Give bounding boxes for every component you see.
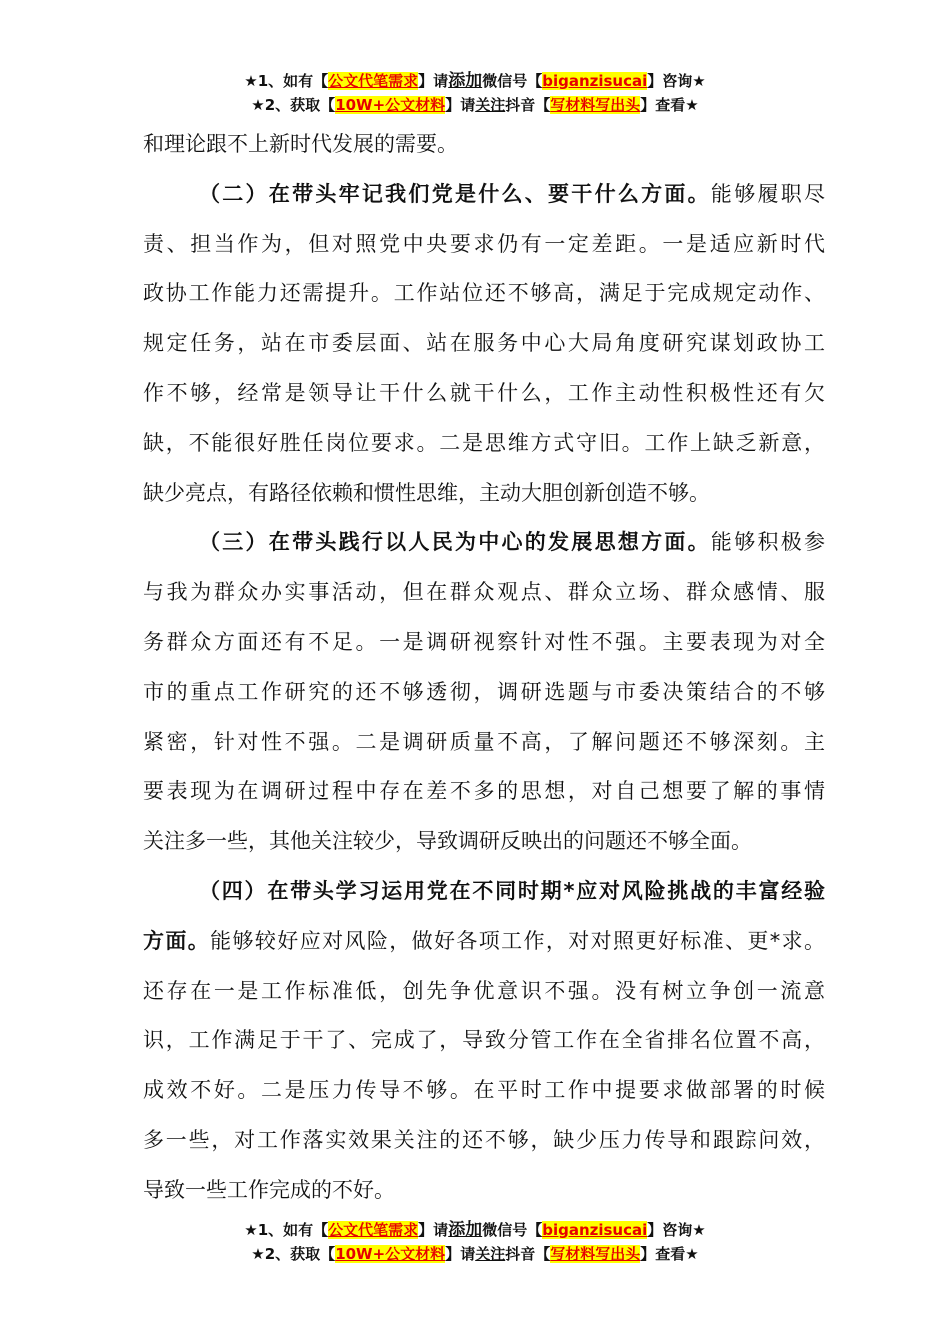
text-line [143, 718, 825, 768]
text-line [143, 568, 825, 618]
text-line [143, 419, 825, 469]
body-text: 作不够，经常是领导让干什么就干什么，工作主动性积极性还有欠 [143, 380, 825, 405]
body-text: 能够较好应对风险，做好各项工作，对对照更好标准、更*求。 [210, 928, 826, 953]
promo-underline: 关注 [475, 96, 506, 114]
promo-text: ★1、如有【 [244, 1221, 329, 1239]
section-heading: 方面。 [143, 928, 211, 953]
body-text: 政协工作能力还需提升。工作站位还不够高，满足于完成规定动作、 [143, 281, 825, 306]
body-text: 务群众方面还有不足。一是调研视察针对性不强。主要表现为对全 [143, 629, 825, 654]
promo-wechat-id: biganzisucai [542, 1221, 648, 1239]
body-text: 能够履职尽 [710, 181, 825, 206]
document-body [143, 120, 825, 1216]
promo-text: 】咨询★ [647, 72, 706, 90]
text-line [143, 967, 825, 1017]
text-line [143, 917, 825, 967]
promo-underline: 关注 [475, 1245, 506, 1263]
promo-underline: 添加 [448, 1220, 483, 1240]
body-text: 与我为群众办实事活动，但在群众观点、群众立场、群众感情、服 [143, 580, 825, 605]
text-line [143, 518, 825, 568]
body-text: 要表现为在调研过程中存在差不多的思想，对自己想要了解的事情 [143, 779, 825, 804]
body-text: 多一些，对工作落实效果关注的还不够，缺少压力传导和跟踪问效， [143, 1127, 825, 1152]
text-line [143, 1016, 825, 1066]
promo-text: 】请 [418, 1221, 449, 1239]
promo-underline: 添加 [448, 71, 483, 91]
body-text: 能够积极参 [710, 530, 825, 555]
body-text: 责、担当作为，但对照党中央要求仍有一定差距。一是适应新时代 [143, 231, 825, 256]
text-line [143, 817, 825, 867]
body-text: 和理论跟不上新时代发展的需要。 [143, 132, 458, 156]
promo-text: 】咨询★ [647, 1221, 706, 1239]
text-line [143, 867, 825, 917]
text-line [143, 469, 825, 519]
promo-text: ★2、获取【 [251, 96, 336, 114]
section-heading: （四）在带头学习运用党在不同时期*应对风险挑战的丰富经验 [199, 878, 825, 903]
text-line [143, 369, 825, 419]
text-line [143, 767, 825, 817]
promo-line-2 [0, 93, 950, 117]
body-text: 市的重点工作研究的还不够透彻，调研选题与市委决策结合的不够 [143, 679, 825, 704]
text-line [143, 319, 825, 369]
promo-highlight: 10W+公文材料 [335, 96, 446, 114]
header-promo-banner [0, 69, 950, 117]
promo-douyin-id: 写材料写出头 [550, 96, 641, 114]
body-text: 紧密，针对性不强。二是调研质量不高，了解问题还不够深刻。主 [143, 729, 825, 754]
text-line [143, 618, 825, 668]
text-line [143, 120, 825, 170]
body-text: 还存在一是工作标准低，创先争优意识不强。没有树立争创一流意 [143, 978, 825, 1003]
promo-text: 】查看★ [640, 96, 699, 114]
text-line [143, 1116, 825, 1166]
promo-highlight: 公文代笔需求 [328, 72, 419, 90]
promo-text: 】请 [445, 1245, 476, 1263]
promo-line-1 [0, 1218, 950, 1242]
promo-line-2 [0, 1242, 950, 1266]
text-line [143, 269, 825, 319]
body-text: 导致一些工作完成的不好。 [143, 1177, 395, 1202]
text-line [143, 1066, 825, 1116]
body-text: 成效不好。二是压力传导不够。在平时工作中提要求做部署的时候 [143, 1078, 825, 1103]
section-heading: （三）在带头践行以人民为中心的发展思想方面。 [199, 530, 711, 555]
body-text: 缺少亮点，有路径依赖和惯性思维，主动大胆创新创造不够。 [143, 480, 710, 505]
body-text: 识，工作满足于干了、完成了，导致分管工作在全省排名位置不高， [143, 1028, 825, 1053]
promo-text: 】请 [445, 96, 476, 114]
promo-text: ★1、如有【 [244, 72, 329, 90]
body-text: 规定任务，站在市委层面、站在服务中心大局角度研究谋划政协工 [143, 331, 825, 356]
promo-wechat-id: biganzisucai [542, 72, 648, 90]
promo-text: 】请 [418, 72, 449, 90]
promo-douyin-id: 写材料写出头 [550, 1245, 641, 1263]
text-line [143, 220, 825, 270]
footer-promo-banner [0, 1218, 950, 1266]
promo-text: 抖音【 [505, 1245, 551, 1263]
promo-text: 微信号【 [482, 72, 543, 90]
text-line [143, 668, 825, 718]
promo-highlight: 10W+公文材料 [335, 1245, 446, 1263]
promo-text: 微信号【 [482, 1221, 543, 1239]
section-heading: （二）在带头牢记我们党是什么、要干什么方面。 [199, 181, 711, 206]
promo-text: 】查看★ [640, 1245, 699, 1263]
text-line [143, 170, 825, 220]
promo-line-1 [0, 69, 950, 93]
body-text: 缺，不能很好胜任岗位要求。二是思维方式守旧。工作上缺乏新意， [143, 430, 825, 455]
promo-highlight: 公文代笔需求 [328, 1221, 419, 1239]
text-line [143, 1166, 825, 1216]
body-text: 关注多一些，其他关注较少，导致调研反映出的问题还不够全面。 [143, 829, 752, 854]
promo-text: ★2、获取【 [251, 1245, 336, 1263]
promo-text: 抖音【 [505, 96, 551, 114]
